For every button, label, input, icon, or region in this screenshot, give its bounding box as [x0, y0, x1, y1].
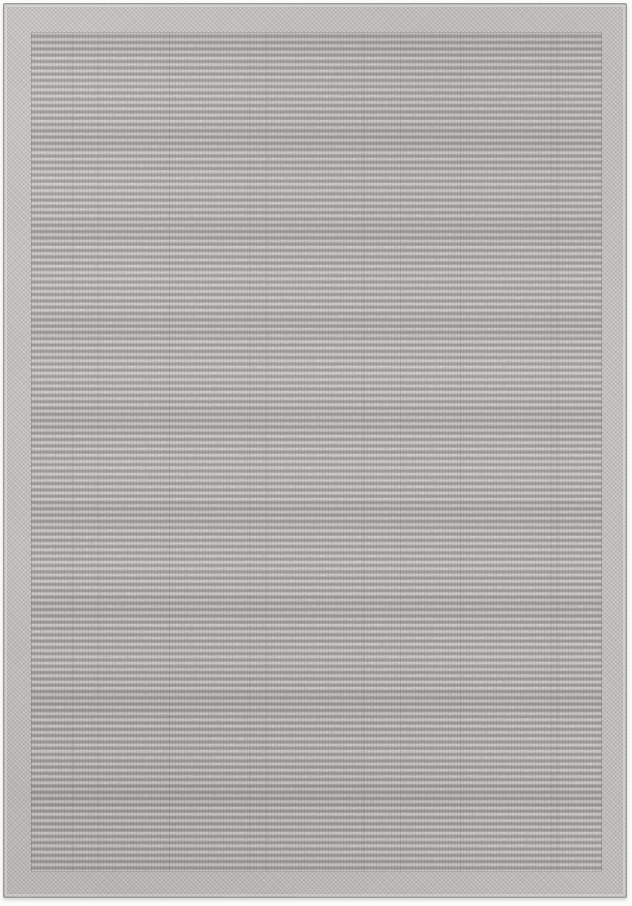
photo-shading-overlay	[4, 4, 626, 897]
rug	[3, 3, 627, 898]
